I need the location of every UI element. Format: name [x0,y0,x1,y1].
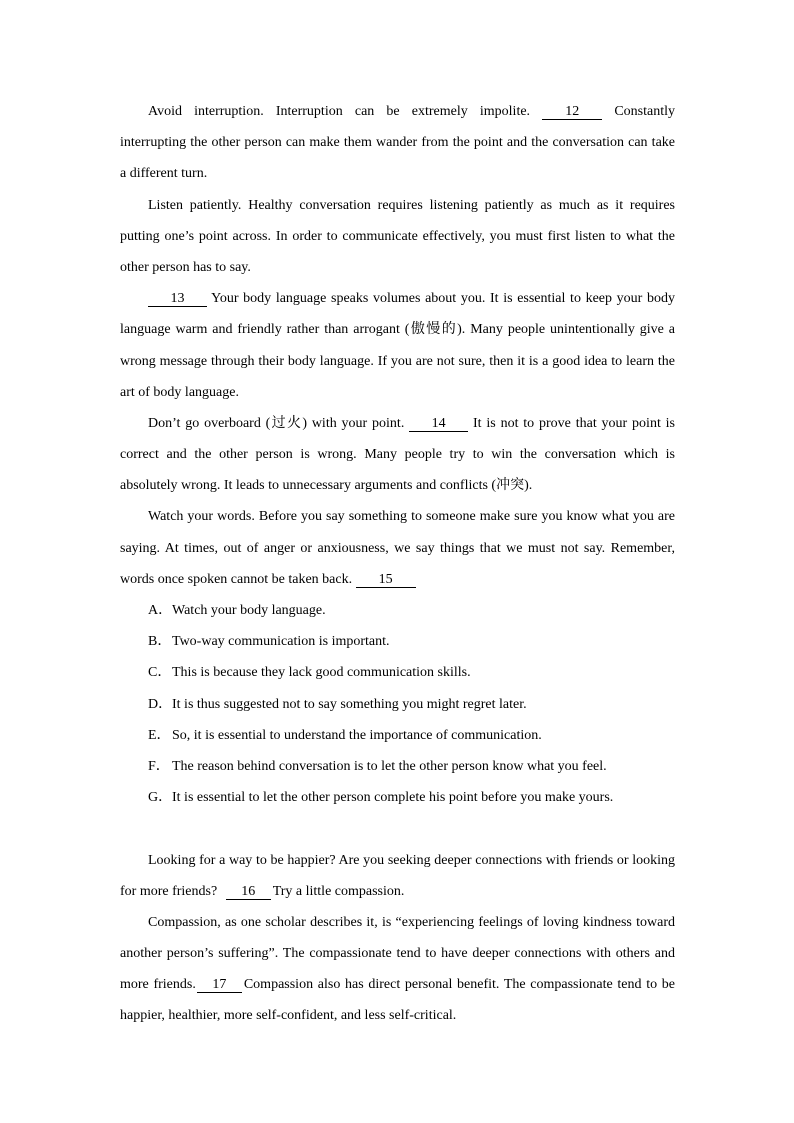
line-text: more friends. [120,977,196,993]
passage1-para2-line3: other person has to say. [120,259,251,275]
line-text: Compassion also has direct personal benefit. The compassionate tend to be [243,977,675,993]
passage1-para5-line1: Watch your words. Before you say something to someone make sure you know what you are [148,509,675,525]
option-g [120,782,675,813]
passage1-para3-line1 [120,283,675,314]
line-text: for more friends? [120,883,218,899]
passage2-para1-line1: Looking for a way to be happier? Are you seeking deeper connections with friends or looking [148,852,675,868]
option-label: A． [148,603,173,618]
blank-number: 12 [565,104,580,119]
option-a [120,595,675,626]
line-text: Don’t go overboard (过火) with your point. [148,415,405,431]
option-label: D． [148,696,173,712]
option-text: It is thus suggested not to say something you might regret later. [172,696,527,712]
passage2-para2-line3 [120,969,675,1000]
passage1-para3-line4: art of body language. [120,384,239,400]
option-e [120,720,675,751]
paragraph-avoid-interruption [120,96,675,190]
paragraph-happier [120,845,675,907]
option-text: Watch your body language. [172,603,326,618]
line-text: Avoid interruption. Interruption can be extremely impolite. [148,104,531,119]
option-text: This is because they lack good communication skills. [172,665,471,681]
option-label: F． [148,758,170,774]
passage2-para2-line2: another person’s suffering”. The compassionate tend to have deeper connections with others and [120,946,675,962]
passage1-para2-line1: Listen patiently. Healthy conversation requires listening patiently as much as it requires [148,197,675,213]
option-label: C． [148,665,172,681]
option-label: B． [148,634,172,650]
answer-blank-15 [356,573,416,588]
line-text: It is not to prove that your point is [473,415,676,431]
blank-number: 16 [241,883,256,899]
paragraph-overboard [120,408,675,502]
passage-compassion [120,845,675,1032]
line-text: Try a little compassion. [272,883,405,899]
passage2-para1-line2 [120,876,675,907]
passage1-para2-line2: putting one’s point across. In order to communicate effectively, you must first listen to what the [120,228,675,244]
option-label: E． [148,727,171,743]
answer-blank-14 [409,417,468,432]
option-b [120,626,675,657]
options-list [120,595,675,813]
option-d [120,689,675,720]
passage1-para5-line3 [120,564,675,595]
passage1-para3-line2: language warm and friendly rather than arrogant (傲慢的). Many people unintentionally give a [120,322,675,338]
passage1-para4-line1 [120,408,675,439]
blank-number: 13 [170,291,185,307]
option-text: It is essential to let the other person complete his point before you make yours. [172,790,614,806]
passage2-para2-line1: Compassion, as one scholar describes it, is “experiencing feelings of loving kindness toward [148,914,675,930]
paragraph-body-language [120,283,675,408]
blank-number: 17 [212,977,227,993]
passage1-para3-line3: wrong message through their body language. If you are not sure, then it is a good idea to learn the [120,353,675,369]
passage1-para1-line3: a different turn. [120,166,208,182]
paragraph-compassion-definition [120,907,675,1032]
passage1-para4-line2: correct and the other person is wrong. Many people try to win the conversation which is [120,447,675,463]
option-text: The reason behind conversation is to let the other person know what you feel. [172,758,607,774]
passage1-para1-line1 [120,96,675,127]
paragraph-watch-words [120,501,675,595]
line-text: words once spoken cannot be taken back. [120,571,353,587]
blank-number: 14 [431,415,446,431]
answer-blank-12 [542,105,602,120]
paragraph-listen-patiently [120,190,675,284]
blank-number: 15 [378,571,393,587]
passage2-para2-line4: happier, healthier, more self-confident, and less self-critical. [120,1008,457,1024]
passage-communication [120,96,675,813]
option-f [120,751,675,782]
option-text: So, it is essential to understand the importance of communication. [172,727,542,743]
answer-blank-16 [226,885,271,900]
option-label: G． [148,790,173,806]
answer-blank-17 [197,978,242,993]
line-text: Your body language speaks volumes about you. It is essential to keep your body [211,291,675,307]
option-c [120,657,675,688]
line-text: Constantly [614,104,675,119]
document-page [120,96,675,1032]
passage1-para1-line2: interrupting the other person can make them wander from the point and the conversation can take [120,135,675,151]
passage1-para5-line2: saying. At times, out of anger or anxiousness, we say things that we must not say. Remember, [120,540,675,556]
option-text: Two-way communication is important. [172,634,390,650]
answer-blank-13 [148,292,207,307]
passage1-para4-line3: absolutely wrong. It leads to unnecessary arguments and conflicts (冲突). [120,478,533,494]
